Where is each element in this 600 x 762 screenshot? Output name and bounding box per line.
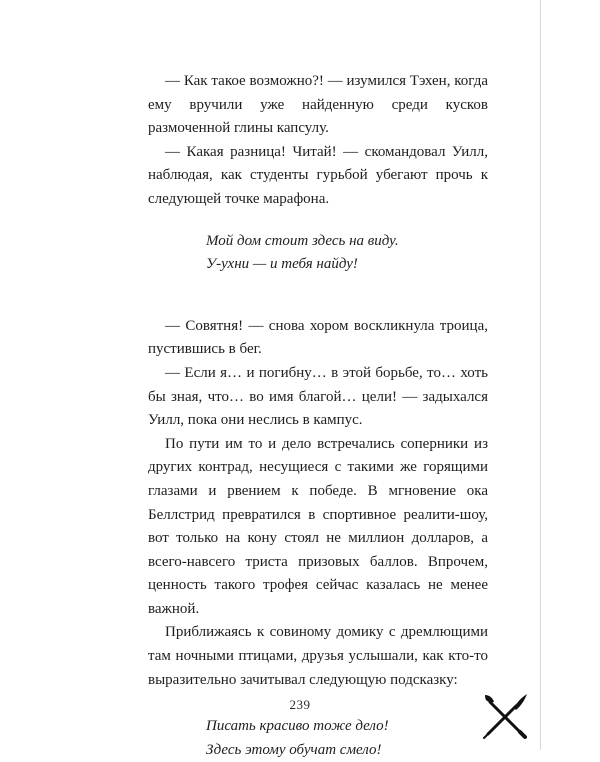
riddle-verse [148,230,488,277]
riddle-verse [148,715,488,762]
verse-line: Писать красиво тоже дело! [206,718,389,735]
verse-line: У-ухни — и тебя найду! [206,256,358,273]
paragraph: Приближаясь к совиному домику с дремлющими там ночными птицами, друзья услышали, как кто-то выразительно зачитывал следующую подсказку: [148,624,488,688]
page-number: 239 [289,697,311,712]
verse-line: Здесь этому обучат смело! [206,741,382,758]
verse-line: Мой дом стоит здесь на виду. [206,232,399,249]
paragraph: — Как такое возможно?! — изумился Тэхен, когда ему вручили уже найденную среди кусков размоченной глины капсулу. [148,73,488,137]
page-text [148,70,488,762]
paragraph: По пути им то и дело встречались соперники из других контрад, несущиеся с такими же горящими глазами и рвением к победе. В мгновение ока Беллстрид превратился в спортивное реалити-шоу, вот только на кону стоял не миллион долларов, а всего-навсего триста призовых баллов. Впрочем, ценность такого трофея сейчас казалась не менее важной. [148,435,488,617]
paragraph: — Если я… и погибну… в этой борьбе, то… хоть бы зная, что… во имя благой… цели! — задыхался Уилл, пока они неслись в кампус. [148,364,488,429]
crossed-quills-icon [480,690,530,740]
paragraph: — Какая разница! Читай! — скомандовал Уилл, наблюдая, как студенты гурьбой убегают прочь к следующей точке марафона. [148,143,488,207]
paragraph: — Совятня! — снова хором воскликнула троица, пустившись в бег. [148,317,488,358]
background-margin [541,0,600,750]
